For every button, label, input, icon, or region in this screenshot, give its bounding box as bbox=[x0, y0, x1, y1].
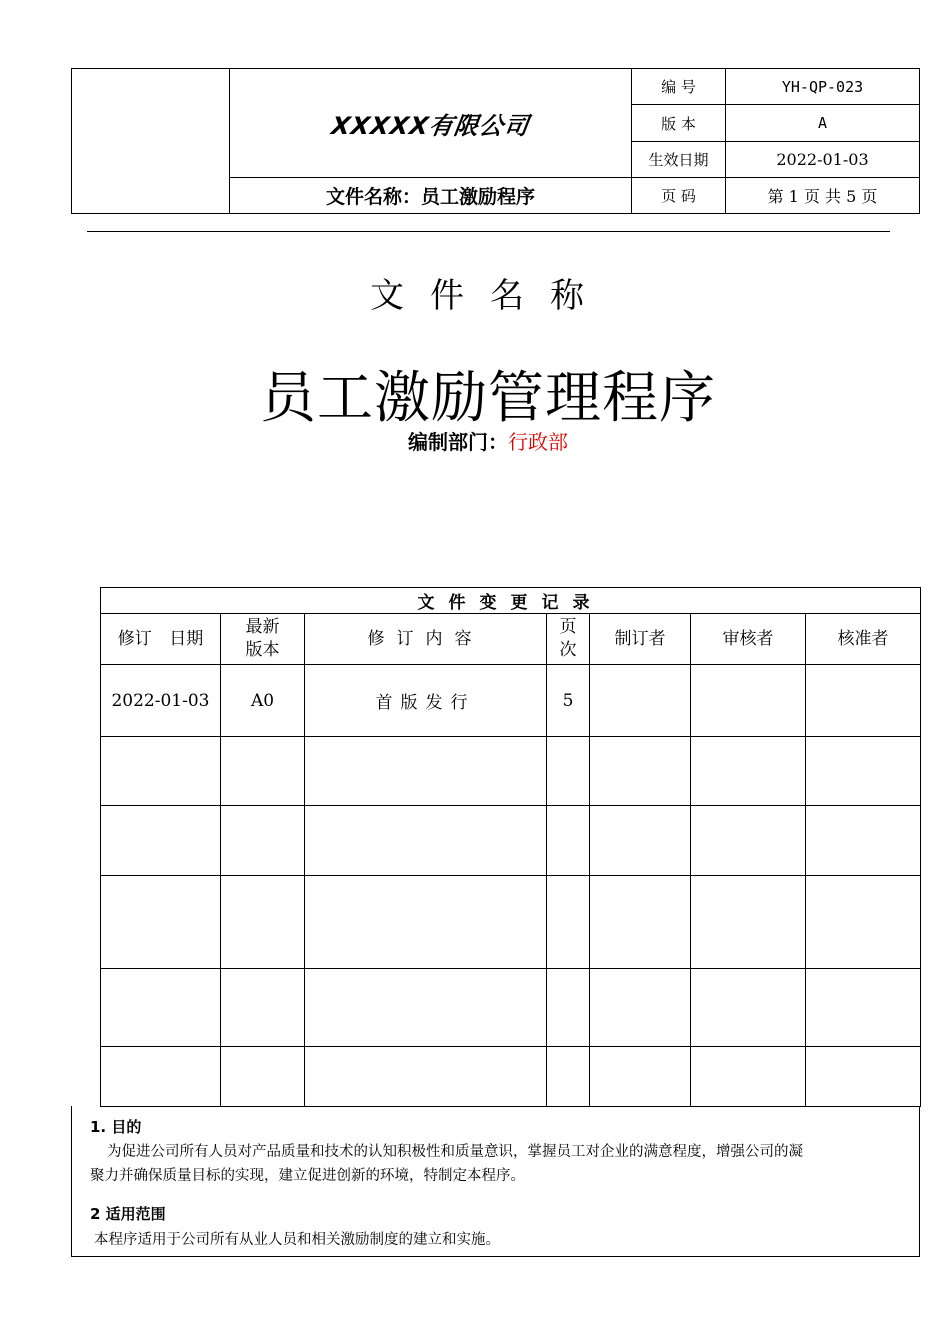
section-text-purpose-line1: 为促进公司所有人员对产品质量和技术的认知积极性和质量意识，掌握员工对企业的满意程度，增强公司的凝 bbox=[107, 1144, 803, 1160]
table-cell bbox=[101, 969, 221, 1047]
meta-row-version bbox=[632, 105, 919, 142]
table-cell bbox=[221, 969, 305, 1047]
table-cell bbox=[547, 876, 590, 969]
company-name: XXXXX有限公司 bbox=[329, 111, 531, 140]
table-cell bbox=[547, 1047, 590, 1107]
meta-label: 生效日期 bbox=[632, 142, 726, 177]
table-cell bbox=[221, 737, 305, 806]
column-header: 审核者 bbox=[691, 614, 806, 665]
header-divider bbox=[87, 231, 890, 232]
table-caption: 文件变更记录 bbox=[101, 588, 921, 614]
table-cell bbox=[305, 969, 547, 1047]
table-header-row bbox=[101, 614, 921, 665]
table-cell bbox=[691, 1047, 806, 1107]
table-cell bbox=[547, 969, 590, 1047]
table-cell bbox=[221, 1047, 305, 1107]
meta-value: YH-QP-023 bbox=[781, 77, 864, 96]
table-cell bbox=[590, 737, 691, 806]
table-cell bbox=[590, 665, 691, 737]
table-cell bbox=[221, 876, 305, 969]
meta-value: A bbox=[817, 114, 828, 132]
table-cell bbox=[101, 737, 221, 806]
table-cell: A0 bbox=[221, 665, 305, 737]
meta-row-effective-date bbox=[632, 142, 919, 178]
table-cell: 2022-01-03 bbox=[101, 665, 221, 737]
section-text-purpose-line2: 聚力并确保质量目标的实现，建立促进创新的环境，特制定本程序。 bbox=[90, 1168, 525, 1184]
department-value: 行政部 bbox=[508, 430, 568, 454]
section-heading-scope: 2 适用范围 bbox=[90, 1205, 166, 1223]
cover-title: 员工激励管理程序 bbox=[260, 366, 716, 431]
department-line bbox=[0, 426, 950, 455]
section-text-scope: 本程序适用于公司所有从业人员和相关激励制度的建立和实施。 bbox=[94, 1232, 500, 1248]
section-heading-purpose: 1. 目的 bbox=[90, 1118, 142, 1136]
meta-label: 版 本 bbox=[632, 105, 726, 141]
column-header: 修订 日期 bbox=[101, 614, 221, 665]
meta-value: 第 1 页 共 5 页 bbox=[767, 187, 878, 206]
table-cell bbox=[691, 737, 806, 806]
table-cell bbox=[101, 806, 221, 876]
column-header-text: 最新版本 bbox=[245, 617, 280, 660]
table-cell bbox=[806, 665, 921, 737]
table-cell bbox=[590, 806, 691, 876]
document-name: 文件名称：员工激励程序 bbox=[230, 178, 632, 213]
table-cell bbox=[305, 1047, 547, 1107]
table-row bbox=[101, 969, 921, 1047]
meta-label: 页 码 bbox=[632, 178, 726, 213]
column-header-text: 页次 bbox=[559, 617, 577, 660]
table-cell bbox=[806, 969, 921, 1047]
table-cell bbox=[305, 806, 547, 876]
table-cell bbox=[305, 737, 547, 806]
meta-value: 2022-01-03 bbox=[776, 150, 869, 169]
table-cell bbox=[547, 737, 590, 806]
column-header: 修订内容 bbox=[305, 614, 547, 665]
table-cell bbox=[305, 876, 547, 969]
column-header: 制订者 bbox=[590, 614, 691, 665]
content-box bbox=[71, 1106, 920, 1257]
table-row bbox=[101, 806, 921, 876]
table-row bbox=[101, 737, 921, 806]
table-cell bbox=[691, 876, 806, 969]
table-cell bbox=[101, 876, 221, 969]
company-cell bbox=[230, 69, 632, 178]
table-cell bbox=[590, 969, 691, 1047]
table-cell bbox=[806, 737, 921, 806]
table-cell bbox=[691, 806, 806, 876]
meta-row-page bbox=[632, 178, 919, 213]
table-row bbox=[101, 1047, 921, 1107]
table-cell bbox=[691, 969, 806, 1047]
cover-label: 文件名称 bbox=[370, 276, 610, 316]
table-cell bbox=[221, 806, 305, 876]
logo-cell bbox=[72, 69, 230, 213]
table-cell bbox=[101, 1047, 221, 1107]
table-cell bbox=[691, 665, 806, 737]
table-row bbox=[101, 876, 921, 969]
table-cell: 5 bbox=[547, 665, 590, 737]
table-cell bbox=[547, 806, 590, 876]
meta-label: 编 号 bbox=[632, 69, 726, 104]
document-header bbox=[71, 68, 920, 214]
table-cell: 首版发行 bbox=[305, 665, 547, 737]
column-header bbox=[221, 614, 305, 665]
change-record-table bbox=[100, 587, 921, 1107]
table-cell bbox=[590, 876, 691, 969]
table-cell bbox=[806, 806, 921, 876]
department-label: 编制部门： bbox=[408, 430, 508, 454]
meta-row-number bbox=[632, 69, 919, 105]
column-header bbox=[547, 614, 590, 665]
table-cell bbox=[806, 876, 921, 969]
table-cell bbox=[590, 1047, 691, 1107]
column-header: 核准者 bbox=[806, 614, 921, 665]
table-row bbox=[101, 665, 921, 737]
table-cell bbox=[806, 1047, 921, 1107]
